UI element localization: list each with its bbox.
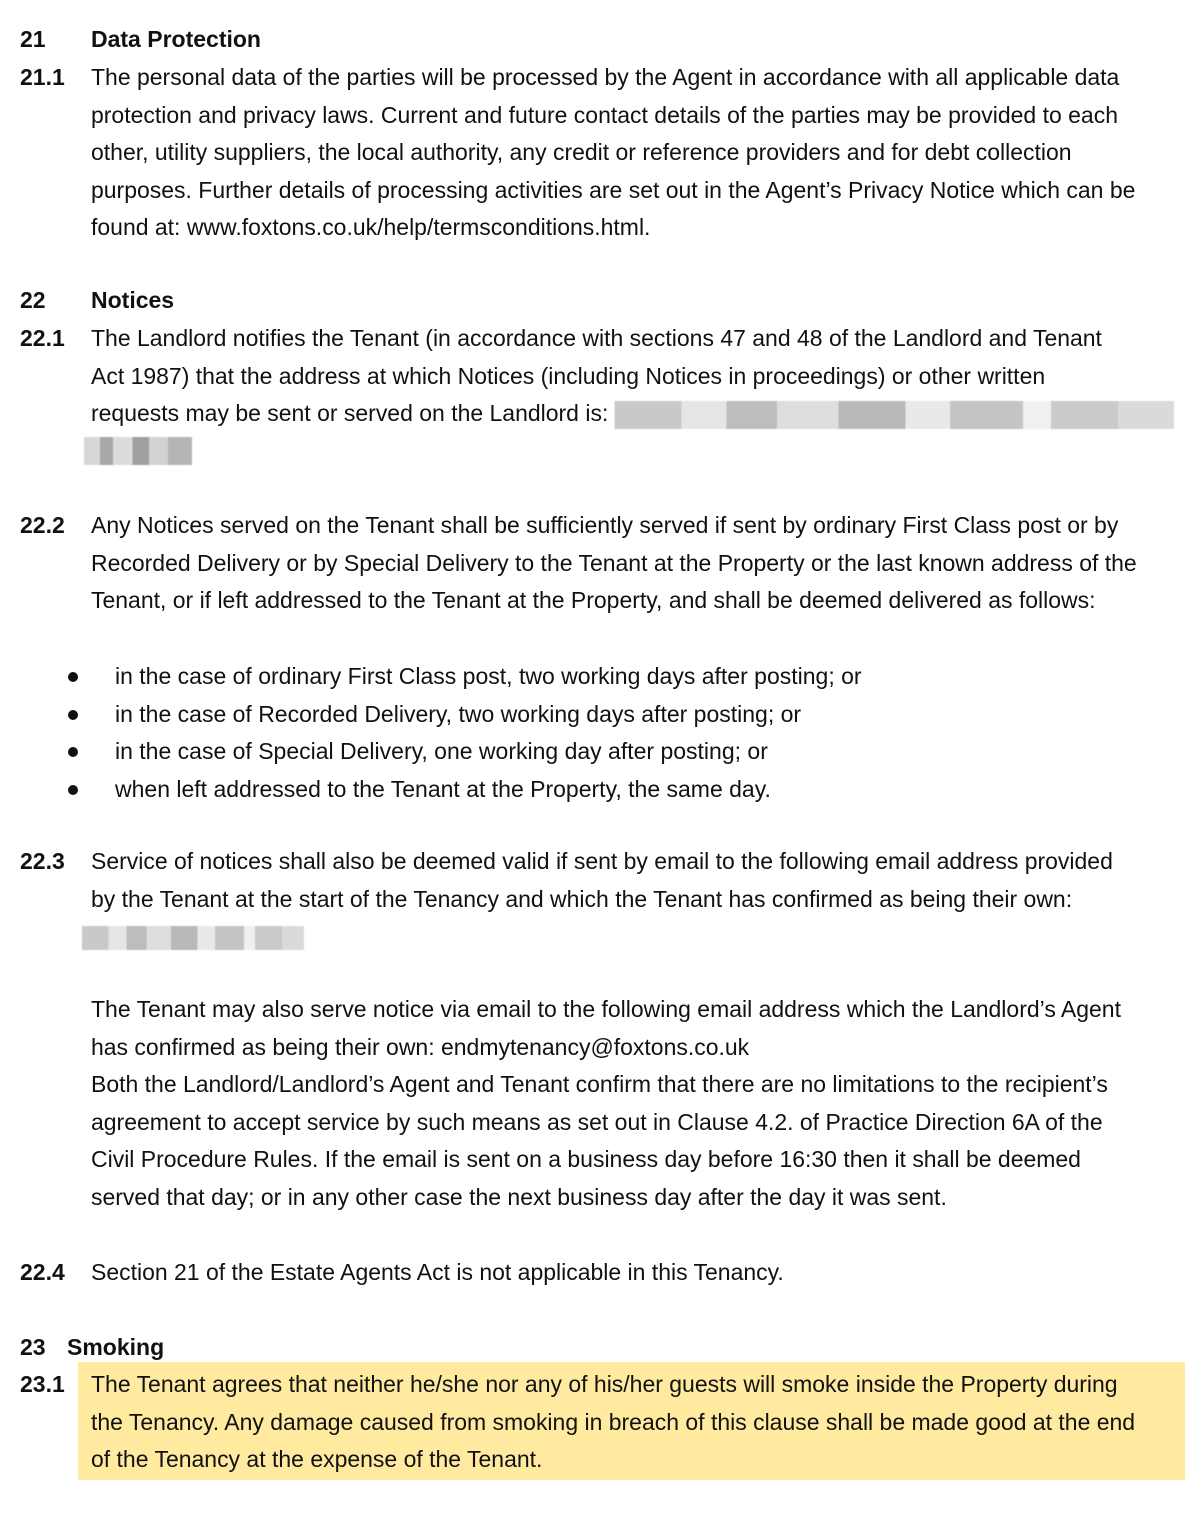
text-line: purposes. Further details of processing activities are set out in the Agent’s Privacy Notice which can be <box>91 176 1136 203</box>
clause-text <box>91 991 1186 1216</box>
clause-text <box>91 1366 1186 1479</box>
delivery-bullet-list <box>62 658 1162 808</box>
clause-number: 22.3 <box>20 848 65 874</box>
text-line: other, utility suppliers, the local authority, any credit or reference providers and for debt collection <box>91 139 1072 165</box>
text-line: found at: www.foxtons.co.uk/help/termsconditions.html. <box>91 214 651 240</box>
text-line: requests may be sent or served on the Landlord is: <box>91 400 609 426</box>
list-item-text: in the case of Special Delivery, one working day after posting; or <box>115 738 768 764</box>
list-item <box>62 696 1162 734</box>
clause-23-1 <box>20 1366 1186 1479</box>
clause-number: 22.4 <box>20 1259 65 1285</box>
list-item-text: when left addressed to the Tenant at the Property, the same day. <box>115 775 771 802</box>
text-line: by the Tenant at the start of the Tenancy and which the Tenant has confirmed as being their own: <box>91 885 1073 912</box>
text-line: The personal data of the parties will be processed by the Agent in accordance with all applicable data <box>91 64 1120 90</box>
text-line: Tenant, or if left addressed to the Tenant at the Property, and shall be deemed delivered as follows: <box>91 587 1096 613</box>
section-title: Data Protection <box>91 26 261 52</box>
clause-21-1 <box>20 59 1186 247</box>
list-item <box>62 733 1162 771</box>
text-line: served that day; or in any other case the next business day after the day it was sent. <box>91 1183 947 1210</box>
section-title: Smoking <box>67 1334 165 1360</box>
text-line: The Tenant may also serve notice via email to the following email address which the Landlord’s Agent <box>91 996 1121 1022</box>
bullet-icon <box>68 672 78 682</box>
clause-22-3 <box>20 843 1186 918</box>
text-line: Act 1987) that the address at which Notices (including Notices in proceedings) or other written <box>91 362 1046 389</box>
text-line: The Landlord notifies the Tenant (in accordance with sections 47 and 48 of the Landlord and Tenant <box>91 325 1102 351</box>
text-line: of the Tenancy at the expense of the Tenant. <box>91 1446 543 1472</box>
text-line: agreement to accept service by such means as set out in Clause 4.2. of Practice Direction 6A of the <box>91 1108 1103 1135</box>
clause-text <box>91 843 1186 918</box>
text-line: The Tenant agrees that neither he/she nor any of his/her guests will smoke inside the Property during <box>91 1371 1118 1397</box>
clause-number: 22.1 <box>20 325 65 351</box>
redacted-email <box>82 926 304 950</box>
text-line-with-redaction <box>91 395 1185 433</box>
text-line: the Tenancy. Any damage caused from smoking in breach of this clause shall be made good at the end <box>91 1408 1136 1435</box>
list-item-text: in the case of Recorded Delivery, two working days after posting; or <box>115 700 802 727</box>
clause-number: 21.1 <box>20 64 65 90</box>
section-number: 23 <box>20 1334 46 1360</box>
clause-number: 23.1 <box>20 1371 65 1397</box>
list-item <box>62 658 1162 696</box>
text-line: Any Notices served on the Tenant shall be sufficiently served if sent by ordinary First Class post or by <box>91 512 1119 538</box>
text-line: Both the Landlord/Landlord’s Agent and Tenant confirm that there are no limitations to the recipient’s <box>91 1071 1108 1097</box>
text-line: Section 21 of the Estate Agents Act is not applicable in this Tenancy. <box>91 1259 784 1285</box>
redacted-address <box>615 401 1174 429</box>
list-item-text: in the case of ordinary First Class post, two working days after posting; or <box>115 663 862 689</box>
text-line: Service of notices shall also be deemed valid if sent by email to the following email address provided <box>91 848 1113 874</box>
section-number: 21 <box>20 26 46 52</box>
clause-22-4 <box>20 1254 1186 1292</box>
clause-text <box>91 59 1186 247</box>
bullet-icon <box>68 747 78 757</box>
clause-text <box>91 507 1186 620</box>
bullet-icon <box>68 785 78 795</box>
clause-text <box>91 320 1186 433</box>
text-line: Recorded Delivery or by Special Delivery to the Tenant at the Property or the last known address of the <box>91 549 1137 576</box>
list-item <box>62 771 1162 809</box>
redacted-address-continued <box>84 437 192 465</box>
section-title: Notices <box>91 287 175 313</box>
clause-22-1 <box>20 320 1186 433</box>
text-line: has confirmed as being their own: endmytenancy@foxtons.co.uk <box>91 1033 750 1060</box>
clause-text <box>91 1254 1186 1292</box>
section-number: 22 <box>20 287 46 313</box>
clause-22-3-continued <box>20 991 1186 1216</box>
clause-number: 22.2 <box>20 512 65 538</box>
text-line: Civil Procedure Rules. If the email is sent on a business day before 16:30 then it shall be deemed <box>91 1146 1081 1172</box>
clause-22-2 <box>20 507 1186 620</box>
bullet-icon <box>68 710 78 720</box>
text-line: protection and privacy laws. Current and future contact details of the parties may be provided to each <box>91 101 1118 128</box>
